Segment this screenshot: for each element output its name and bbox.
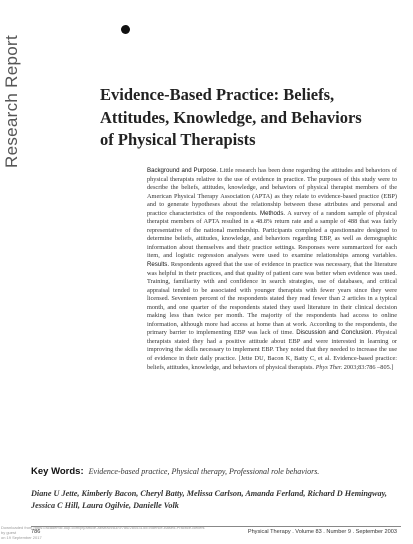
results-heading: Results.: [147, 261, 170, 269]
results-text: Respondents agreed that the use of evidence in practice was necessary, that the literature was helpful in their practices, and that quality of patient care was better when evidence was used. Training, familiarity with and confidence in search strategies, use of databases, and critical appraisal tended to be associated with younger therapists with fewer years since they were licensed. Seventeen percent of the respondents stated they read fewer than 2 articles in a typical month, and one quarter of the respondents stated they used literature in their clinical decision making less than twice per month. The majority of the respondents had access to online information, although more had access at home than at work. According to the respondents, the primary barrier to implementing EBP was lack of time.: [147, 261, 397, 337]
page-number: 786: [31, 529, 41, 535]
discussion-text: Physical therapists stated they had a positive attitude about EBP and were interested in learning or improving the skills necessary to implement EBP. They noted that they needed to increase the use of evidence in their daily practice. [Jette DU, Bacon K, Batty C, et al. Evidence-based practice: beliefs, attitudes, knowledge, and behaviors of physical therapists.: [147, 329, 397, 371]
section-label: Research Report: [2, 34, 21, 168]
keywords: [31, 466, 401, 477]
author-list: Diane U Jette, Kimberly Bacon, Cheryl Batty, Melissa Carlson, Amanda Ferland, Richard D Hemingway, Jessica C Hill, Laura Ogilvie, Danielle Volk: [31, 489, 387, 510]
watermark-line-3: on 19 September 2017: [1, 535, 42, 540]
background-heading: Background and Purpose.: [147, 167, 218, 174]
discussion-heading: Discussion and Conclusion.: [296, 329, 374, 337]
watermark-line-2: by guest: [1, 530, 17, 535]
title-line-3: of Physical Therapists: [100, 130, 256, 149]
citation-journal: Phys Ther.: [315, 363, 343, 371]
title-line-2: Attitudes, Knowledge, and Behaviors: [100, 107, 362, 127]
article-title: [100, 84, 400, 152]
bullet-dot-icon: [121, 25, 130, 34]
abstract-paragraph: [147, 167, 397, 372]
methods-heading: Methods.: [260, 209, 286, 217]
methods-text: A survey of a random sample of physical therapist members of APTA resulted in a 48.8% return rate and a sample of 488 that was fairly representative of the national membership. Participants completed a questionnaire designed to determine beliefs, attitudes, knowledge, and behaviors regarding EBP, as well as demographic information about themselves and their practice settings. Responses were summarized for each item, and logistic regression analyses were used to examine relationships among variables.: [147, 209, 397, 260]
watermark-line-1: Downloaded from https://academic.oup.com/ptj/article-abstract/83/9/786/2805315/Evidence-Based-Practice-Beliefs: [1, 525, 205, 530]
keywords-label: Key Words:: [31, 466, 84, 477]
background-text: Little research has been done regarding the attitudes and behaviors of physical therapists relative to the use of evidence in practice. The purposes of this study were to describe the beliefs, attitudes, knowledge, and behaviors of physical therapist members of the American Physical Therapy Association (APTA) as they relate to evidence-based practice (EBP) and to generate hypotheses about the relationship between these attributes and personal and practice characteristics of the respondents.: [147, 167, 398, 217]
citation-end: 2003;83:786 –805.]: [342, 363, 394, 371]
abstract: [147, 167, 397, 372]
journal-info: Physical Therapy . Volume 83 . Number 9 . September 2003: [247, 529, 397, 535]
title-line-1: Evidence-Based Practice: Beliefs,: [100, 85, 335, 104]
keywords-text: Evidence-based practice, Physical therapy, Professional role behaviors.: [88, 467, 320, 476]
